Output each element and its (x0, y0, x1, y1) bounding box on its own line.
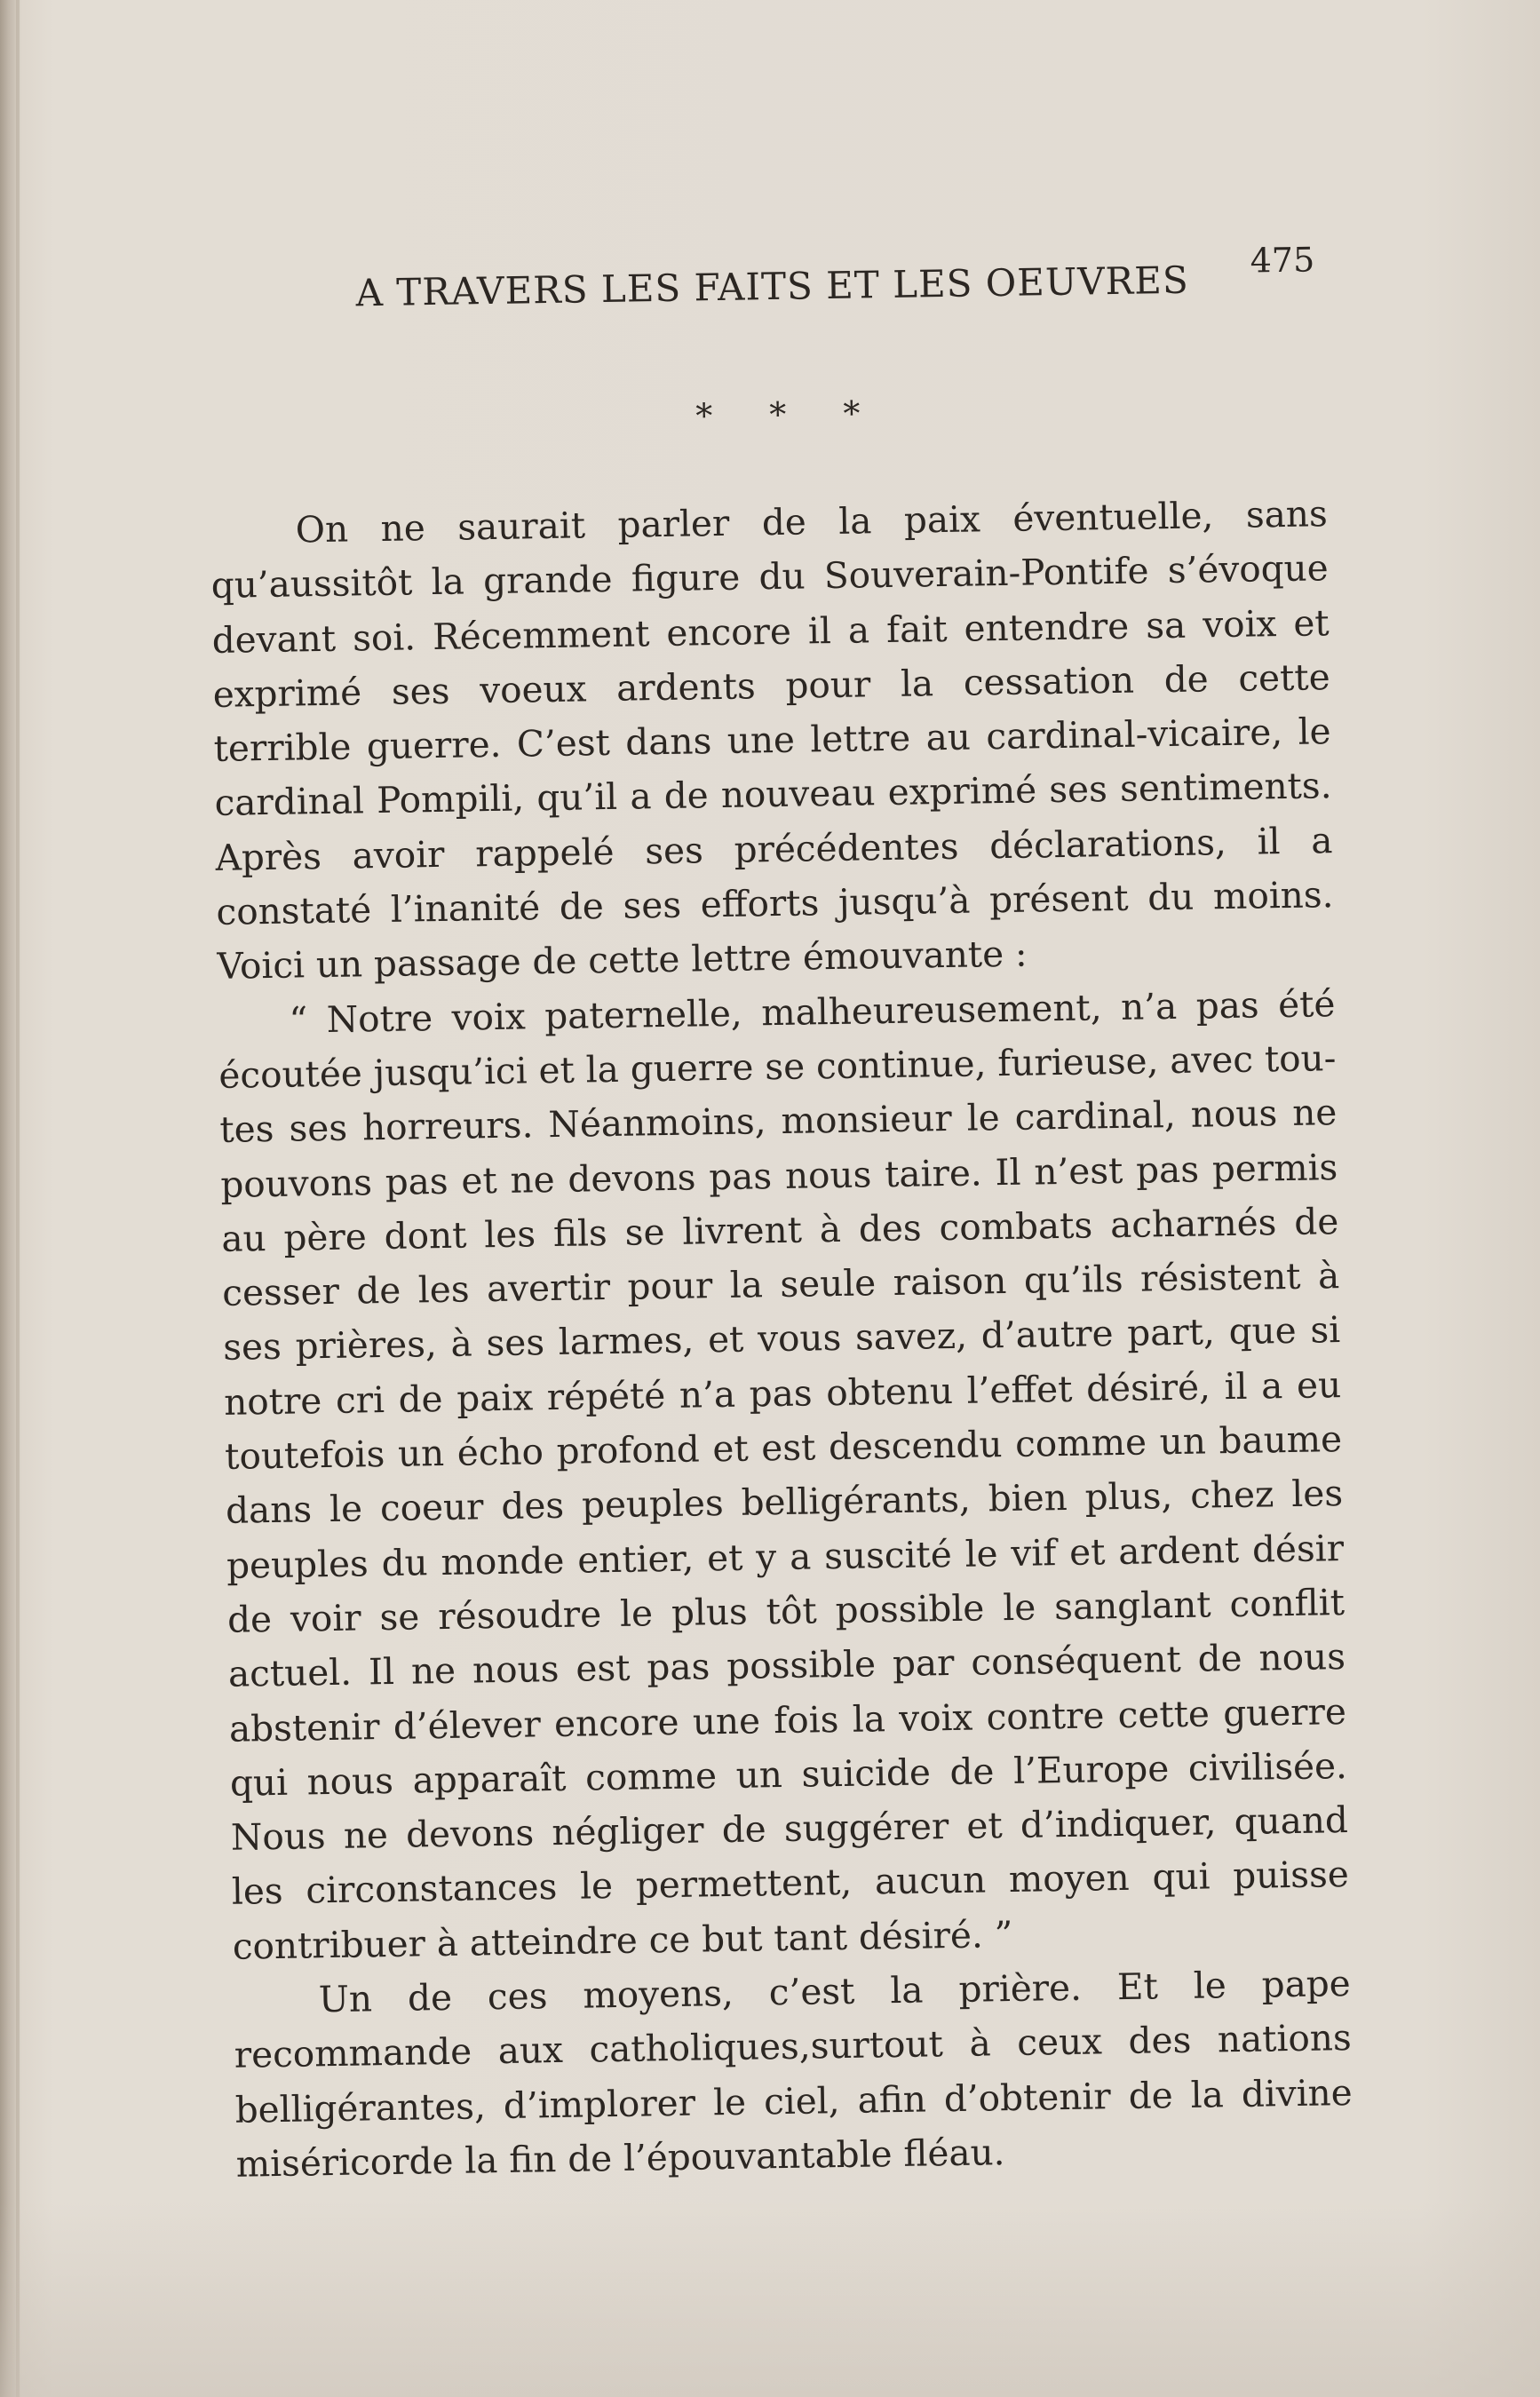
paragraph-conclusion: Un de ces moyens, c’est la prière. Et le pape recommande aux catholiques,surtout à ceux des nations belligérantes, d’implorer le ciel, afin d’obtenir de la divine miséricorde la fin de l’épouvantable fléau. (234, 1962, 1353, 2186)
section-ornament: * * * (695, 393, 884, 436)
text-block (206, 240, 1353, 2192)
page-number: 475 (1250, 240, 1315, 281)
running-title: A TRAVERS LES FAITS ET LES OEUVRES (355, 258, 1190, 315)
page-header (206, 240, 1324, 337)
page-gutter-edge (16, 0, 20, 2397)
paragraph-quote: “ Notre voix paternelle, malheureusement, n’a pas été écoutée jusqu’ici et la guerre se continue, furieuse, avec toutes ses horreurs. Néanmoins, monsieur le cardinal, nous ne pouvons pas et ne devons pas nous taire. Il n’est pas permis au père dont les fils se livrent à des combats acharnés de cesser de les avertir pour la seule raison qu’ils résistent à ses prières, à ses larmes, et vous savez, d’autre part, que si notre cri de paix répété n’a pas obtenu l’effet désiré, il a eu toutefois un écho profond et est descendu comme un baume dans le coeur des peuples belligérants, bien plus, chez les peuples du monde entier, et y a suscité le vif et ardent désir de voir se résoudre le plus tôt possible le sanglant conflit actuel. Il ne nous est pas possible par conséquent de nous abstenir d’élever encore une fois la voix contre cette guerre qui nous apparaît comme un suicide de l’Europe civilisée. Nous ne devons négliger de suggérer et d’indiquer, quand les circonstances le permettent, aucun moyen qui puisse contribuer à atteindre ce but tant désiré. ” (218, 981, 1350, 1968)
page-bottom-shade (0, 2202, 1540, 2397)
paragraph-intro: On ne saurait parler de la paix éventuelle, sans qu’aussitôt la grande figure du Souverain-Pontife s’évoque devant soi. Récemment encore il a fait entendre sa voix et exprimé ses voeux ardents pour la cessation de cette terrible guerre. C’est dans une lettre au cardinal-vicaire, le cardinal Pompili, qu’il a de nouveau exprimé ses sentiments. Après avoir rappelé ses précédentes déclarations, il a constaté l’inanité de ses efforts jusqu’à présent du moins. Voici un passage de cette lettre émouvante : (210, 492, 1334, 988)
